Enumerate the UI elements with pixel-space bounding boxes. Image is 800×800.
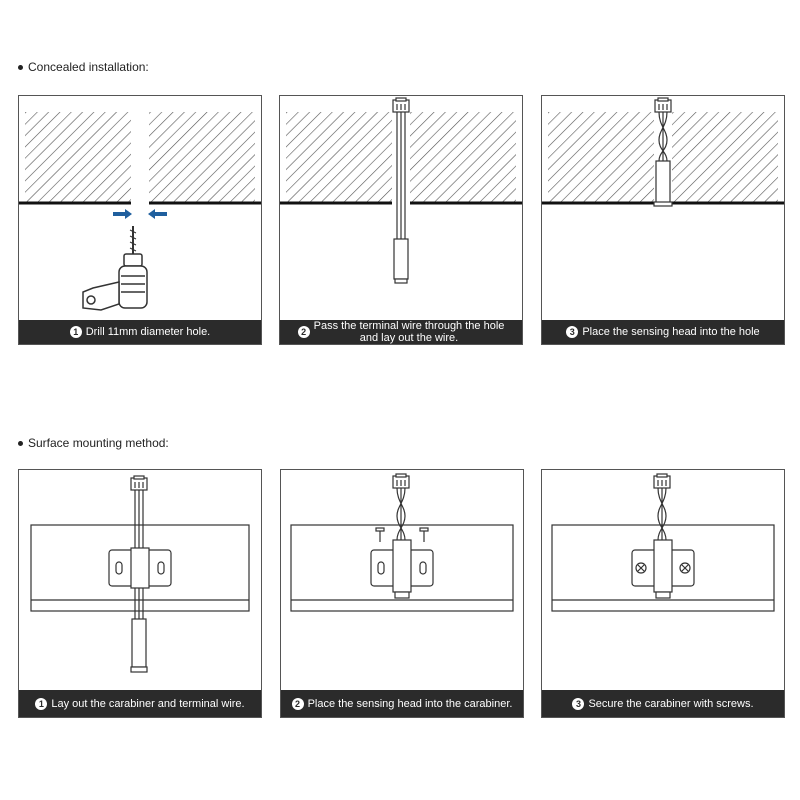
step-number-badge: 2 <box>298 326 310 338</box>
connector-icon <box>393 98 409 112</box>
bullet-icon <box>18 65 23 70</box>
ceiling-hatch-left <box>25 112 131 202</box>
step-caption-text: Drill 11mm diameter hole. <box>85 326 211 338</box>
connector-icon <box>131 476 147 490</box>
step-caption-text: Secure the carabiner with screws. <box>588 697 754 710</box>
concealed-installation-title <box>18 60 149 74</box>
sensing-head-icon <box>393 540 411 598</box>
step-number-badge: 1 <box>35 698 47 710</box>
step-caption <box>281 690 523 717</box>
head-in-hole-illustration <box>542 96 784 344</box>
surface-mounting-title <box>18 436 169 450</box>
drill-bit-icon <box>130 226 136 254</box>
step-caption-text: Place the sensing head into the carabiner. <box>307 697 513 710</box>
concealed-step-2-panel <box>279 95 523 345</box>
concealed-step-3-panel <box>541 95 785 345</box>
bullet-icon <box>18 441 23 446</box>
step-number-badge: 3 <box>566 326 578 338</box>
step-caption <box>19 320 261 344</box>
secured-carabiner-illustration <box>542 470 784 717</box>
sensing-head-icon <box>131 619 147 672</box>
step-caption-text: Pass the terminal wire through the hole and lay out the wire. <box>313 320 505 344</box>
step-number-badge: 3 <box>572 698 584 710</box>
surface-step-2-panel <box>280 469 524 718</box>
arrow-left-icon <box>148 209 167 219</box>
step-caption-text: Lay out the carabiner and terminal wire. <box>51 697 245 710</box>
drill-hole-illustration <box>19 96 261 344</box>
head-into-carabiner-illustration <box>281 470 523 717</box>
step-number-badge: 2 <box>292 698 304 710</box>
step-caption <box>542 320 784 344</box>
surface-step-1-panel <box>18 469 262 718</box>
step-caption-text: Place the sensing head into the hole <box>582 326 760 338</box>
carabiner-wire-illustration <box>19 470 261 717</box>
section-title-text: Surface mounting method: <box>28 436 169 450</box>
connector-icon <box>655 98 671 112</box>
ceiling-hatch-right <box>149 112 255 202</box>
arrow-right-icon <box>113 209 132 219</box>
sensing-head-icon <box>654 161 672 206</box>
sensing-head-icon <box>394 239 408 283</box>
step-caption <box>542 690 784 717</box>
connector-icon <box>393 474 409 488</box>
drill-icon <box>83 254 147 310</box>
step-caption <box>19 690 261 717</box>
step-caption <box>280 320 522 344</box>
step-number-badge: 1 <box>70 326 82 338</box>
sensing-head-icon <box>654 540 672 598</box>
surface-step-3-panel <box>541 469 785 718</box>
section-title-text: Concealed installation: <box>28 60 149 74</box>
carabiner-icon <box>109 548 171 588</box>
wire-icon <box>397 112 405 239</box>
concealed-step-1-panel <box>18 95 262 345</box>
connector-icon <box>654 474 670 488</box>
wire-through-hole-illustration <box>280 96 522 344</box>
